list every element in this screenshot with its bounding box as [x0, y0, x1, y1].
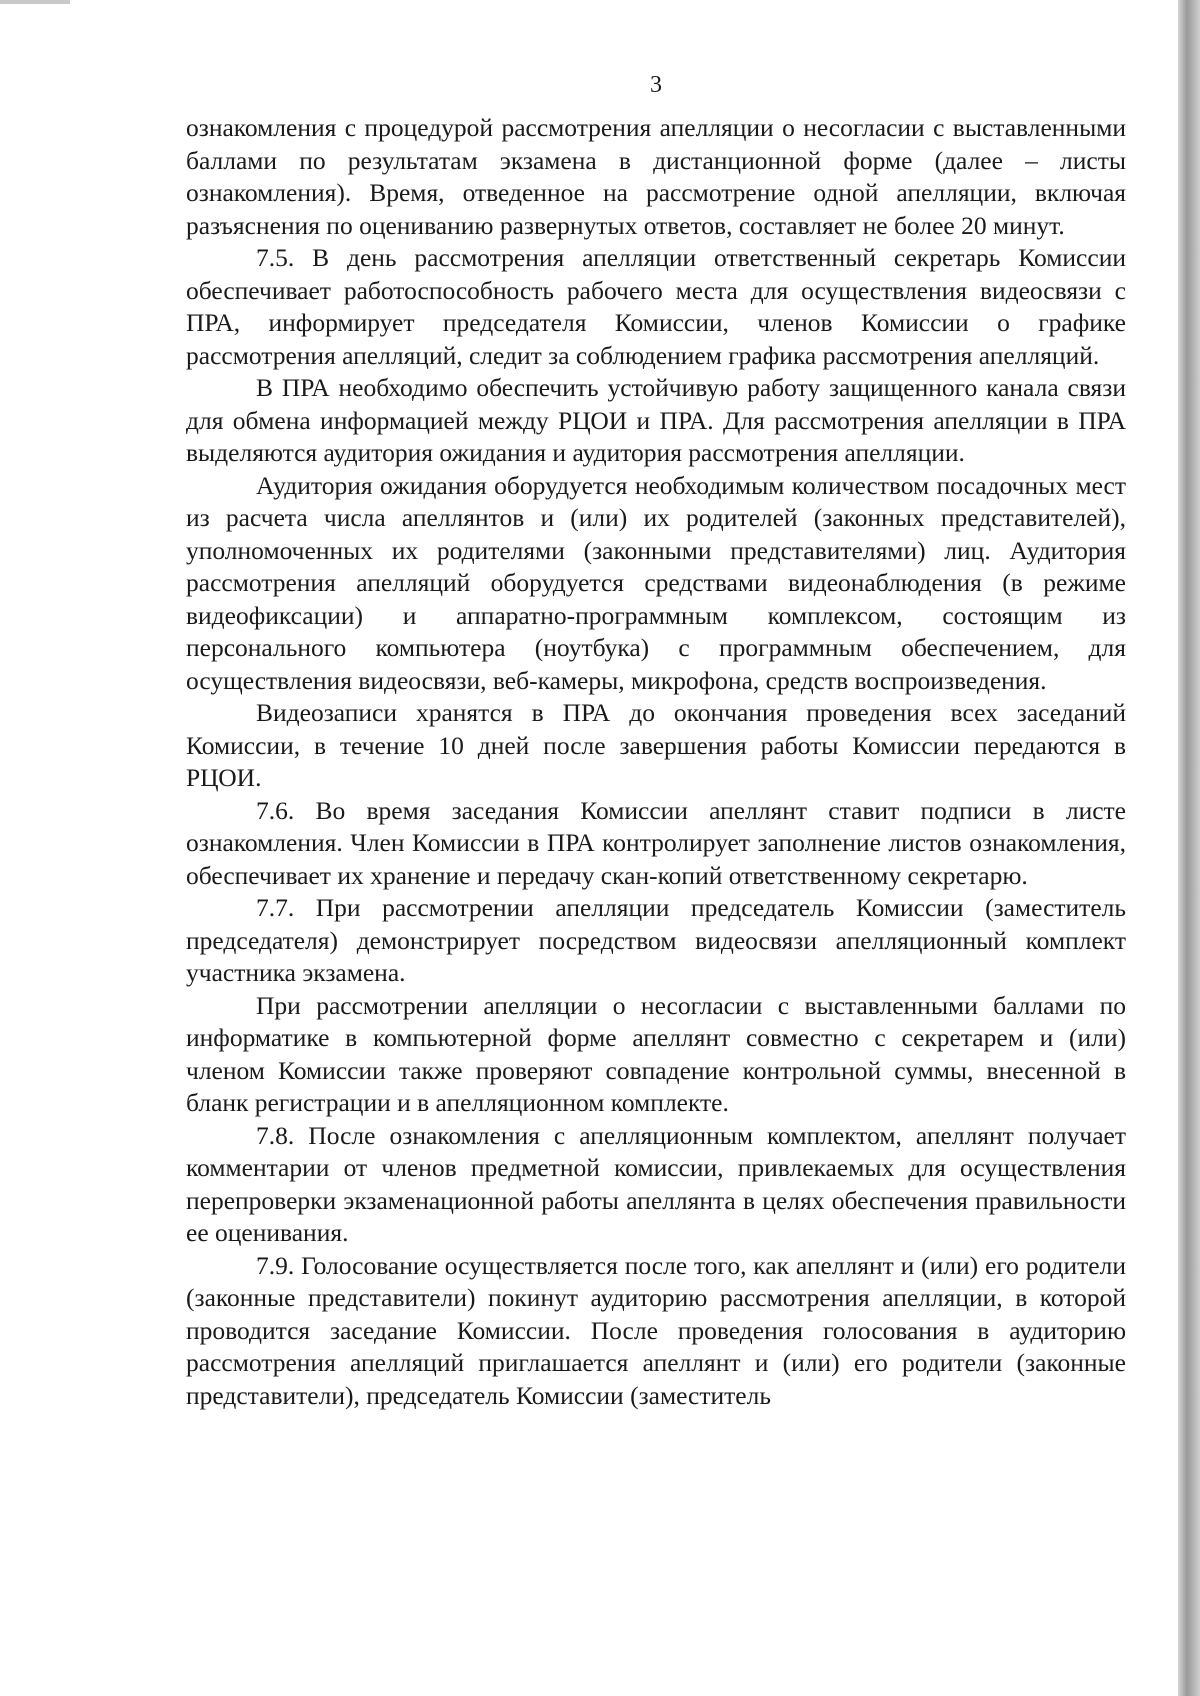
paragraph-informatics: При рассмотрении апелляции о несогласии с выставленными баллами по информатике в компьютерной форме апеллянт совместно с секретарем и (или) членом Комиссии также проверяют совпадение контрольной суммы, внесенной в бланк регистрации и в апелляционном комплекте.	[186, 990, 1126, 1117]
paragraph-7-7: 7.7. При рассмотрении апелляции председатель Комиссии (заместитель председателя) демонстрирует посредством видеосвязи апелляционный комплект участника экзамена.	[186, 893, 1126, 987]
paragraph-waiting-room: Аудитория ожидания оборудуется необходимым количеством посадочных мест из расчета числа апеллянтов и (или) их родителей (законных представителей), уполномоченных их родителями (законными представителями) лиц. Аудитория рассмотрения апелляций оборудуется средствами видеонаблюдения (в режиме видеофиксации) и аппаратно-программным комплексом, состоящим из персонального компьютера (ноутбука) с программным обеспечением, для осуществления видеосвязи, веб-камеры, микрофона, средств воспроизведения.	[186, 470, 1126, 695]
document-page	[186, 0, 1126, 1696]
page-number: 3	[650, 72, 662, 98]
document-body	[186, 112, 1126, 1412]
paragraph-pra-channel: В ПРА необходимо обеспечить устойчивую работу защищенного канала связи для обмена информацией между РЦОИ и ПРА. Для рассмотрения апелляции в ПРА выделяются аудитория ожидания и аудитория рассмотрения апелляции.	[186, 373, 1126, 467]
paragraph-7-6: 7.6. Во время заседания Комиссии апеллянт ставит подписи в листе ознакомления. Член Комиссии в ПРА контролирует заполнение листов ознакомления, обеспечивает их хранение и передачу скан-копий ответственному секретарю.	[186, 795, 1126, 890]
paragraph-7-9: 7.9. Голосование осуществляется после того, как апеллянт и (или) его родители (законные представители) покинут аудиторию рассмотрения апелляции, в которой проводится заседание Комиссии. После проведения голосования в аудиторию рассмотрения апелляций приглашается апеллянт и (или) его родители (законные представители), председатель Комиссии (заместитель	[186, 1250, 1126, 1410]
scan-edge-shadow	[1178, 0, 1200, 1696]
paragraph-video-records: Видеозаписи хранятся в ПРА до окончания проведения всех заседаний Комиссии, в течение 10 дней после завершения работы Комиссии передаются в РЦОИ.	[186, 698, 1126, 792]
paragraph-7-8: 7.8. После ознакомления с апелляционным комплектом, апеллянт получает комментарии от членов предметной комиссии, привлекаемых для осуществления перепроверки экзаменационной работы апеллянта в целях обеспечения правильности ее оценивания.	[186, 1120, 1126, 1247]
scan-artifact-top	[0, 0, 70, 4]
paragraph-continuation: ознакомления с процедурой рассмотрения апелляции о несогласии с выставленными баллами по результатам экзамена в дистанционной форме (далее – листы ознакомления). Время, отведенное на рассмотрение одной апелляции, включая разъяснения по оцениванию развернутых ответов, составляет не более 20 минут.	[186, 113, 1126, 240]
paragraph-7-5: 7.5. В день рассмотрения апелляции ответственный секретарь Комиссии обеспечивает работоспособность рабочего места для осуществления видеосвязи с ПРА, информирует председателя Комиссии, членов Комиссии о графике рассмотрения апелляций, следит за соблюдением графика рассмотрения апелляций.	[186, 243, 1126, 370]
